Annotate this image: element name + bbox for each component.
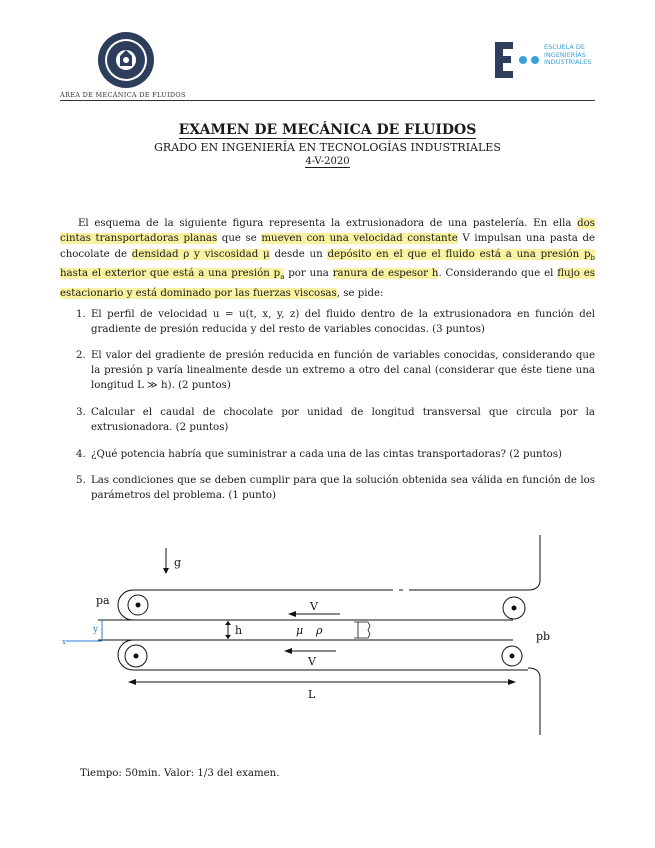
question-3: 3. Calcular el caudal de chocolate por unidad de longitud transversal que circula por la extrusionadora. (2 puntos)	[76, 407, 595, 433]
question-2: 2. El valor del gradiente de presión reducida en función de variables conocidas, considerando que la presión p varía linealmente desde un extremo a otro del canal (considerar que éste tiene una longitud L ≫ h). (2 puntos)	[76, 350, 595, 391]
gap-label: h	[235, 624, 243, 637]
extruder-diagram	[58, 530, 598, 740]
exam-title: EXAMEN DE MECÁNICA DE FLUIDOS	[178, 122, 477, 138]
y-axis-label: y	[93, 625, 99, 635]
gravity-label: g	[174, 556, 182, 569]
reservoir-wall-bottom	[528, 668, 540, 735]
reservoir-wall-top	[528, 535, 540, 590]
pa-label: pa	[96, 594, 110, 607]
pb-label: pb	[536, 630, 551, 643]
area-label: ÁREA DE MECÁNICA DE FLUIDOS	[60, 91, 186, 99]
question-1: 1. El perfil de velocidad u = u(t, x, y, z) del fluido dentro de la extrusionadora en función del gradiente de presión reducida y del resto de variables conocidas. (3 puntos)	[76, 309, 595, 335]
mu-label: μ	[296, 624, 304, 637]
escuela-logo-icon	[491, 40, 595, 80]
question-5: 5. Las condiciones que se deben cumplir para que la solución obtenida sea válida en función de los parámetros del problema. (1 punto)	[76, 475, 595, 501]
top-velocity-label: V	[310, 600, 318, 613]
footer-note: Tiempo: 50min. Valor: 1/3 del examen.	[80, 768, 280, 779]
top-belt-left-curve	[118, 590, 133, 620]
velocity-profile-sketch	[354, 622, 370, 638]
university-seal-icon	[93, 30, 159, 90]
question-4: 4. ¿Qué potencia habría que suministrar a cada una de las cintas transportadoras? (2 puntos)	[76, 449, 563, 460]
exam-date: 4-V-2020	[305, 156, 350, 167]
bottom-velocity-label: V	[308, 655, 316, 668]
logo-line-3: INDUSTRIALES	[544, 58, 592, 66]
x-axis-label: x	[62, 638, 66, 646]
degree-subtitle: GRADO EN INGENIERÍA EN TECNOLOGÍAS INDUSTRIALES	[154, 141, 501, 154]
problem-statement: El esquema de la siguiente figura representa la extrusionadora de una pastelería. En ella dos cintas transportadoras planas que se mueven con una velocidad constante V impulsan una pasta de chocolate de densidad ρ y viscosidad μ desde un depósito en el que el fluido está a una presión $p_b$ hasta el exterior que está a una presión $p_a$ por una ranura de espesor h. Considerando que el flujo es estacionario y está dominado por las fuerzas viscosas, se pide:	[60, 218, 595, 299]
rho-label: ρ	[316, 624, 323, 637]
logo-line-1: ESCUELA DE	[544, 43, 586, 51]
length-label: L	[308, 688, 316, 701]
logo-line-2: INGENIERÍAS	[544, 50, 586, 59]
header-rule	[60, 100, 595, 101]
gravity-arrowhead	[163, 568, 169, 574]
